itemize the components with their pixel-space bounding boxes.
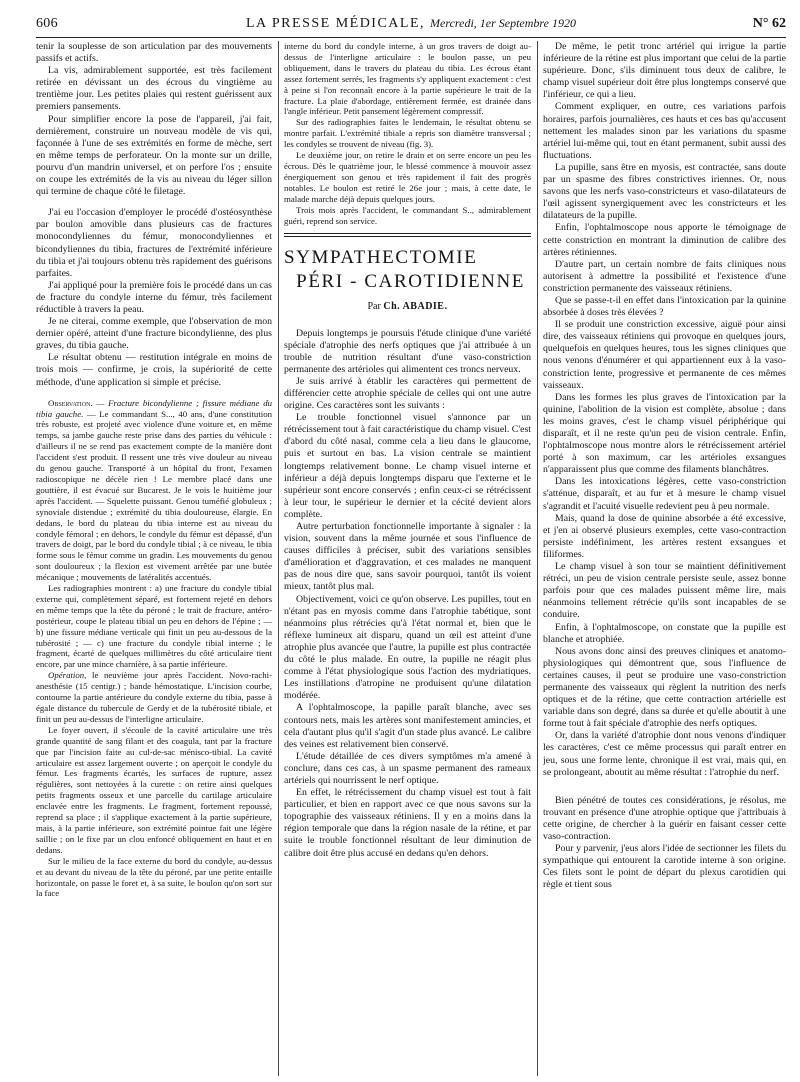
journal-masthead bbox=[36, 16, 786, 32]
column-divider bbox=[537, 41, 538, 1076]
paragraph: Le trouble fonctionnel visuel s'annonce par un rétrécissement tout à fait caractéristique du champ visuel. C'est d'abord du côté nasal, comme cela a lieu dans le glaucome, puis et surtout en bas. La vision centrale se maintient longtemps relativement bonne. Le champ visuel interne et inférieur a déjà depuis longtemps disparu que l'externe et le supérieur sont encore conservés ; enfin ceux-ci se rétrécissent à leur tour, le supérieur le dernier et la cécité devient alors complète. bbox=[284, 412, 531, 520]
paragraph: Sur des radiographies faites le lendemain, le résultat obtenu se montre parfait. L'extrémité tibiale a repris son diamètre transversal ; les condyles se trouvent de niveau (fig. 3). bbox=[284, 117, 531, 150]
observation-title: — Fracture bicondylienne ; fissure médiane du tibia gauche. bbox=[36, 397, 272, 419]
paragraph: De même, le petit tronc artériel qui irrigue la partie inférieure de la rétine est plus important que celui de la partie supérieure. Donc, s'ils diminuent tous deux de calibre, le champ visuel supérieur doit être plus longtemps conservé que l'inférieur, ce qui a lieu. bbox=[543, 41, 786, 101]
author-name: Ch. ABADIE. bbox=[383, 301, 448, 313]
operation-paragraph bbox=[36, 670, 272, 725]
paragraph: Autre perturbation fonctionnelle importante à signaler : la vision, souvent dans la même journée et sous l'influence de causes difficiles à préciser, subit des variations sensibles d'amélioration et d'aggravation, et ces malades ne manquent pas de nous dire que, sans savoir pourquoi, tantôt ils voient mieux, tantôt plus mal. bbox=[284, 521, 531, 593]
page-header bbox=[36, 16, 786, 38]
paragraph: Bien pénétré de toutes ces considérations, je résolus, me trouvant en présence d'une atrophie optique que j'attribuais à cette origine, de chercher à la guérir en faisant cesser cette vaso-contraction. bbox=[543, 794, 786, 842]
operation-text: le neuvième jour après l'accident. Novo-rachi-anesthésie (15 centigr.) ; bande hémostatique. L'incision courbe, contourne la partie antérieure du condyle externe du tibia, passe à égale distance du tubercule de Gerdy et de la tubérosité tibiale, et finit un peu au-dessus de l'interligne articulaire. bbox=[36, 670, 272, 724]
byline-prefix: Par bbox=[367, 301, 381, 313]
column-middle bbox=[284, 41, 531, 1076]
paragraph: J'ai eu l'occasion d'employer le procédé d'ostéosynthèse par boulon amovible dans plusieurs cas de fractures monocondyliennes du fémur, monocondyliennes et bicondyliennes du tibia, fractures de l'extrémité inférieure du tibia et j'ai toujours obtenu très rapidement des guérisons parfaites. bbox=[36, 207, 272, 279]
article-title-line-2: PÉRI - CAROTIDIENNE bbox=[296, 271, 525, 293]
paragraph: Le résultat obtenu — restitution intégrale en moins de trois mois — confirme, je crois, la supériorité de cette méthode, d'une application si simple et précise. bbox=[36, 352, 272, 388]
paragraph: En effet, le rétrécissement du champ visuel est tout à fait particulier, et bien en rapport avec ce que nous savons sur la topographie des vaisseaux rétiniens. Il y en a moins dans la région temporale que dans la région nasale de la rétine, et par suite le trouble fonctionnel résultant de leur diminution de calibre doit être plus accusé en dedans qu'en dehors. bbox=[284, 787, 531, 859]
observation-label: Observation. bbox=[48, 397, 93, 408]
column-right bbox=[543, 41, 786, 1076]
operation-label: Opération, bbox=[48, 670, 87, 681]
paragraph: Depuis longtemps je poursuis l'étude clinique d'une variété spéciale d'atrophie des nerfs optiques que j'ai attribuée à un trouble de nutrition résultant d'une vaso-constriction permanente des artérioles qui alimentent ces troncs nerveux. bbox=[284, 327, 531, 375]
paragraph: Que se passe-t-il en effet dans l'intoxication par la quinine absorbée à doses très élevées ? bbox=[543, 294, 786, 319]
article-separator bbox=[284, 236, 531, 237]
paragraph: J'ai appliqué pour la première fois le procédé dans un cas de fracture du condyle interne du fémur, très facilement réductible à travers la peau. bbox=[36, 279, 272, 315]
paragraph: Mais, quand la dose de quinine absorbée a été excessive, et j'en ai observé plusieurs exemples, cette vaso-contraction persiste indéfiniment, les artères restent exsangues et filiformes. bbox=[543, 512, 786, 560]
paragraph: Les radiographies montrent : a) une fracture du condyle tibial externe qui, complètement séparé, est fortement rejeté en dehors en même temps que la tête du péroné ; le trait de fracture, antéro-postérieur, coupe le plateau tibial un peu en dehors de l'épine ; — b) une fissure médiane verticale qui finit un peu au-dessous de la tubérosité ; — c) une fracture du condyle tibial interne ; le fragment, écarté de quelques millimètres du côté articulaire tient encore, par une mince charnière, à sa partie inférieure. bbox=[36, 583, 272, 670]
observation-text: — Le commandant S..., 40 ans, d'une constitution très robuste, est projeté avec violence d'une voiture et, en même temps, sa jambe gauche reste prise dans des parties du véhicule : d'ailleurs il ne se rend pas exactement compte de la manière dont l'accident s'est produit. Il ressent une très vive douleur au niveau du genou gauche. Transporté à un hôpital du front, l'examen radioscopique ne décèle rien ! Le membre placé dans une gouttière, il est évacué sur Bucarest. Je le vois le huitième jour après l'accident. — Squelette puissant. Genou tuméfié globuleux ; synoviale distendue ; extrémité du tibia douloureuse, élargie. En dedans, le bord du plateau du tibia interne est au niveau du condyle fémoral ; en dehors, le condyle du fémur est dépassé, d'un travers de doigt, par le bord du condyle tibial ; à ce niveau, le tibia forme sous le fémur comme un gradin. Les mouvements du genou sont douloureux ; la flexion est vivement arrêtée par une butée mécanique ; mouvements de latéralités accentués. bbox=[36, 408, 272, 583]
paragraph: Le deuxième jour, on retire le drain et on serre encore un peu les écrous. Dès le quatrième jour, le blessé commence à mouvoir assez énergiquement son genou et très rapidement il fait des progrès notables. Le boulon est retiré le 26e jour ; mais, à cette date, le malade marche déjà depuis quelques jours. bbox=[284, 150, 531, 204]
paragraph: La pupille, sans être en myosis, est contractée, sans doute par un spasme des fibres constrictives iriennes. Or, nous savons que les nerfs vaso-constricteurs et vaso-dilatateurs de l'œil agissent synergiquement avec les constricteurs et les dilatateurs de la pupille. bbox=[543, 161, 786, 222]
paragraph: Sur le milieu de la face externe du bord du condyle, au-dessus et au devant du niveau de la tête du péroné, par une petite entaille horizontale, on passe le foret et, à sa suite, le boulon qu'on sort sur la face bbox=[36, 855, 272, 899]
page-number: 606 bbox=[36, 16, 58, 31]
issue-number: N° 62 bbox=[752, 16, 786, 31]
paragraph: Trois mois après l'accident, le commandant S.., admirablement guéri, reprend son service. bbox=[284, 204, 531, 226]
paragraph: Il se produit une constriction excessive, aiguë pour ainsi dire, des vaisseaux rétiniens qui provoque en quelques jours, quelquefois en quelques heures, tous les signes cliniques que nous venons d'énumérer et qui appartiennent eux à la vaso-constriction lente, progressive et permanente de ces mêmes vaisseaux. bbox=[543, 319, 786, 391]
paragraph: Dans les formes les plus graves de l'intoxication par la quinine, l'abolition de la vision est complète, absolue ; dans les moins graves, c'est le champ visuel périphérique qui disparaît, et il ne reste qu'un peu de vision centrale. Enfin, l'ophtalmoscope nous montre alors le rétrécissement artériel porté à son maximum, car les artérioles exsangues n'apparaissent plus que comme des filaments blanchâtres. bbox=[543, 391, 786, 476]
observation-paragraph bbox=[36, 398, 272, 583]
paragraph: Comment expliquer, en outre, ces variations parfois horaires, parfois journalières, ces hauts et ces bas qu'accusent nettement les malades sinon par les variations du spasme artériel lui-même qui, tout en étant permanent, subit aussi des fluctuations. bbox=[543, 101, 786, 161]
column-left bbox=[36, 41, 272, 1076]
paragraph: tenir la souplesse de son articulation par des mouvements passifs et actifs. bbox=[36, 41, 272, 65]
header-rule bbox=[36, 37, 786, 38]
paragraph: Pour simplifier encore la pose de l'appareil, j'ai fait, dernièrement, construire un nouveau modèle de vis qui, façonnée à l'une de ses extrémités en forme de mèche, sert en même temps de perforateur. On la monte sur un drille, pourvu d'un mandrin universel, et on perfore l'os ; ensuite on coupe les extrémités de la vis au niveau du léger sillon qui termine de chaque côté le filetage. bbox=[36, 113, 272, 198]
byline bbox=[284, 301, 531, 313]
journal-name: LA PRESSE MÉDICALE, bbox=[246, 16, 426, 31]
paragraph: Objectivement, voici ce qu'on observe. Les pupilles, tout en n'étant pas en myosis comme dans l'atrophie tabétique, sont néanmoins plus rétrécies qu'à l'état normal et, bien que le réflexe lumineux ait disparu, quand un œil est atteint d'une atrophie plus avancée que l'autre, la pupille est plus contractée du côté le plus malade. En outre, la pupille ne réagit plus comme à l'état physiologique sous l'action des mydriatiques. Les instillations d'atropine ne produisent qu'une dilatation modérée. bbox=[284, 593, 531, 702]
article-title-line-1: SYMPATHECTOMIE bbox=[284, 247, 478, 269]
paragraph: Je suis arrivé à établir les caractères qui permettent de différencier cette atrophie spéciale de celles qui ont une autre origine. Ces caractères sont les suivants : bbox=[284, 375, 531, 412]
paragraph: Dans les intoxications légères, cette vaso-constriction s'atténue, disparaît, et au fur et à mesure le champ visuel s'agrandit et l'acuité visuelle redevient peu à peu normale. bbox=[543, 476, 786, 512]
article-separator bbox=[284, 233, 531, 234]
paragraph: Le champ visuel à son tour se maintient définitivement rétréci, un peu de vision centrale persiste seule, assez bonne parfois pour que ces malades puissent même lire, mais néanmoins tellement rétrécie qu'ils sont incapables de se conduire. bbox=[543, 561, 786, 621]
paragraph: Enfin, l'ophtalmoscope nous apporte le témoignage de cette constriction en montrant la diminution de calibre des artères rétiniennes. bbox=[543, 222, 786, 258]
issue-date: Mercredi, 1er Septembre 1920 bbox=[430, 16, 576, 30]
paragraph: L'étude détaillée de ces divers symptômes m'a amené à conclure, dans ces cas, à un spasme permanent des rameaux artériels qui nourrissent le nerf optique. bbox=[284, 750, 531, 786]
paragraph: Enfin, à l'ophtalmoscope, on constate que la pupille est blanche et atrophiée. bbox=[543, 621, 786, 645]
paragraph: Le foyer ouvert, il s'écoule de la cavité articulaire une très grande quantité de sang filant et des coagula, tant par la fracture que par l'incision faite au cul-de-sac ménisco-tibial. La cavité articulaire est assez largement ouverte ; on aperçoit le condyle du fémur. Les fragments écartés, les surfaces de rupture, assez régulières, sont nettoyées à la curette : on retire ainsi quelques petits fragments osseux et une parcelle du cartilage articulaire enclavée entre les fragments. Le fragment, fortement repoussé, reprend sa place ; il s'applique exactement à la partie supérieure, mais, à la partie inférieure, son extrémité pointue fait une légère saillie ; on le fixe par un clou enfoncé obliquement en haut et en dedans. bbox=[36, 724, 272, 855]
paragraph: Je ne citerai, comme exemple, que l'observation de mon dernier opéré, atteint d'une fracture bicondylienne, des plus graves, du tibia gauche. bbox=[36, 316, 272, 352]
paragraph: Pour y parvenir, j'eus alors l'idée de sectionner les filets du sympathique qui entourent la carotide interne à son origine. Ces filets sont le point de départ du plexus carotidien qui règle et tient sous bbox=[543, 843, 786, 891]
paragraph: A l'ophtalmoscope, la papille paraît blanche, avec ses contours nets, mais les artères sont manifestement amincies, et cela d'autant plus qu'il s'agit d'un stade plus avancé. Le calibre des veines est relativement bien conservé. bbox=[284, 702, 531, 750]
column-divider bbox=[278, 41, 279, 1076]
paragraph: Or, dans la variété d'atrophie dont nous venons d'indiquer les caractères, c'est ce même processus qui paraît entrer en jeu, sous une forme lente, chronique il est vrai, mais qui, en se prolongeant, aboutit au même résultat : l'atrophie du nerf. bbox=[543, 730, 786, 778]
paragraph: La vis, admirablement supportée, est très facilement retirée en dévissant un des écrous du vingtième au trentième jour. Les petites plaies qui restent guérissent aux premiers pansements. bbox=[36, 65, 272, 113]
paragraph: Nous avons donc ainsi des preuves cliniques et anatomo-physiologiques qui démontrent que, sous l'influence de certaines causes, il peut se produire une vaso-constriction permanente des vaisseaux qui règlent la nutrition des nerfs optiques et de la rétine, que cette contraction artérielle est variable dans son degré, dans sa durée et qu'elle aboutit à une forme tout à fait spéciale d'atrophie des nerfs optiques. bbox=[543, 645, 786, 730]
paragraph: interne du bord du condyle interne, à un gros travers de doigt au-dessus de l'interligne articulaire : le boulon passe, un peu obliquement, dans le travers du plateau du tibia. Les écrous étant assez fortement serrés, les fragments s'y appliquent exactement : c'est à peine si l'on reconnaît encore à la partie supérieure le trait de la fracture. La plaie d'abordage, entièrement fermée, est drainée dans l'angle inférieur. Petit pansement légèrement compressif. bbox=[284, 41, 531, 117]
paragraph: D'autre part, un certain nombre de faits cliniques nous autorisent à admettre la possibilité et l'existence d'une constriction permanente des vaisseaux rétiniens. bbox=[543, 258, 786, 294]
